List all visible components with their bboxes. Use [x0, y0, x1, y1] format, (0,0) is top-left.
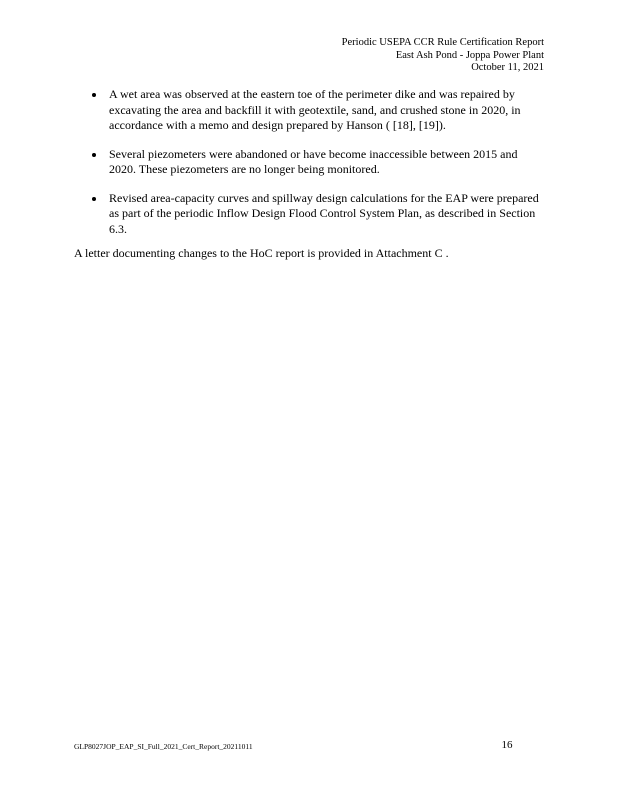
bullet-item: [74, 147, 546, 178]
header-date: October 11, 2021: [471, 62, 544, 74]
bullet-icon: [92, 153, 96, 157]
bullet-icon: [92, 93, 96, 97]
bullet-item: [74, 191, 546, 238]
page-number: 16: [501, 739, 513, 751]
bullet-icon: [92, 197, 96, 201]
bullet-text: A wet area was observed at the eastern toe of the perimeter dike and was repaired by excavating the area and backfill it with geotextile, sand, and crushed stone in 2020, in accordance with a memo and design prepared by Hanson ( [18], [19]).: [109, 87, 521, 132]
header-report-title: Periodic USEPA CCR Rule Certification Report: [341, 37, 544, 48]
closing-paragraph: A letter documenting changes to the HoC report is provided in Attachment C .: [74, 246, 449, 260]
footer-document-id: GLP8027JOP_EAP_SI_Full_2021_Cert_Report_20211011: [74, 742, 253, 751]
bullet-text: Revised area-capacity curves and spillway design calculations for the EAP were prepared as part of the periodic Inflow Design Flood Control System Plan, as described in Section 6.3.: [109, 190, 539, 236]
bullet-item: [74, 87, 546, 134]
header-facility: East Ash Pond - Joppa Power Plant: [395, 49, 544, 61]
running-header: [342, 37, 544, 75]
bullet-list: [74, 87, 546, 250]
bullet-text: Several piezometers were abandoned or have become inaccessible between 2015 and 2020. These piezometers are no longer being monitored.: [109, 146, 518, 176]
